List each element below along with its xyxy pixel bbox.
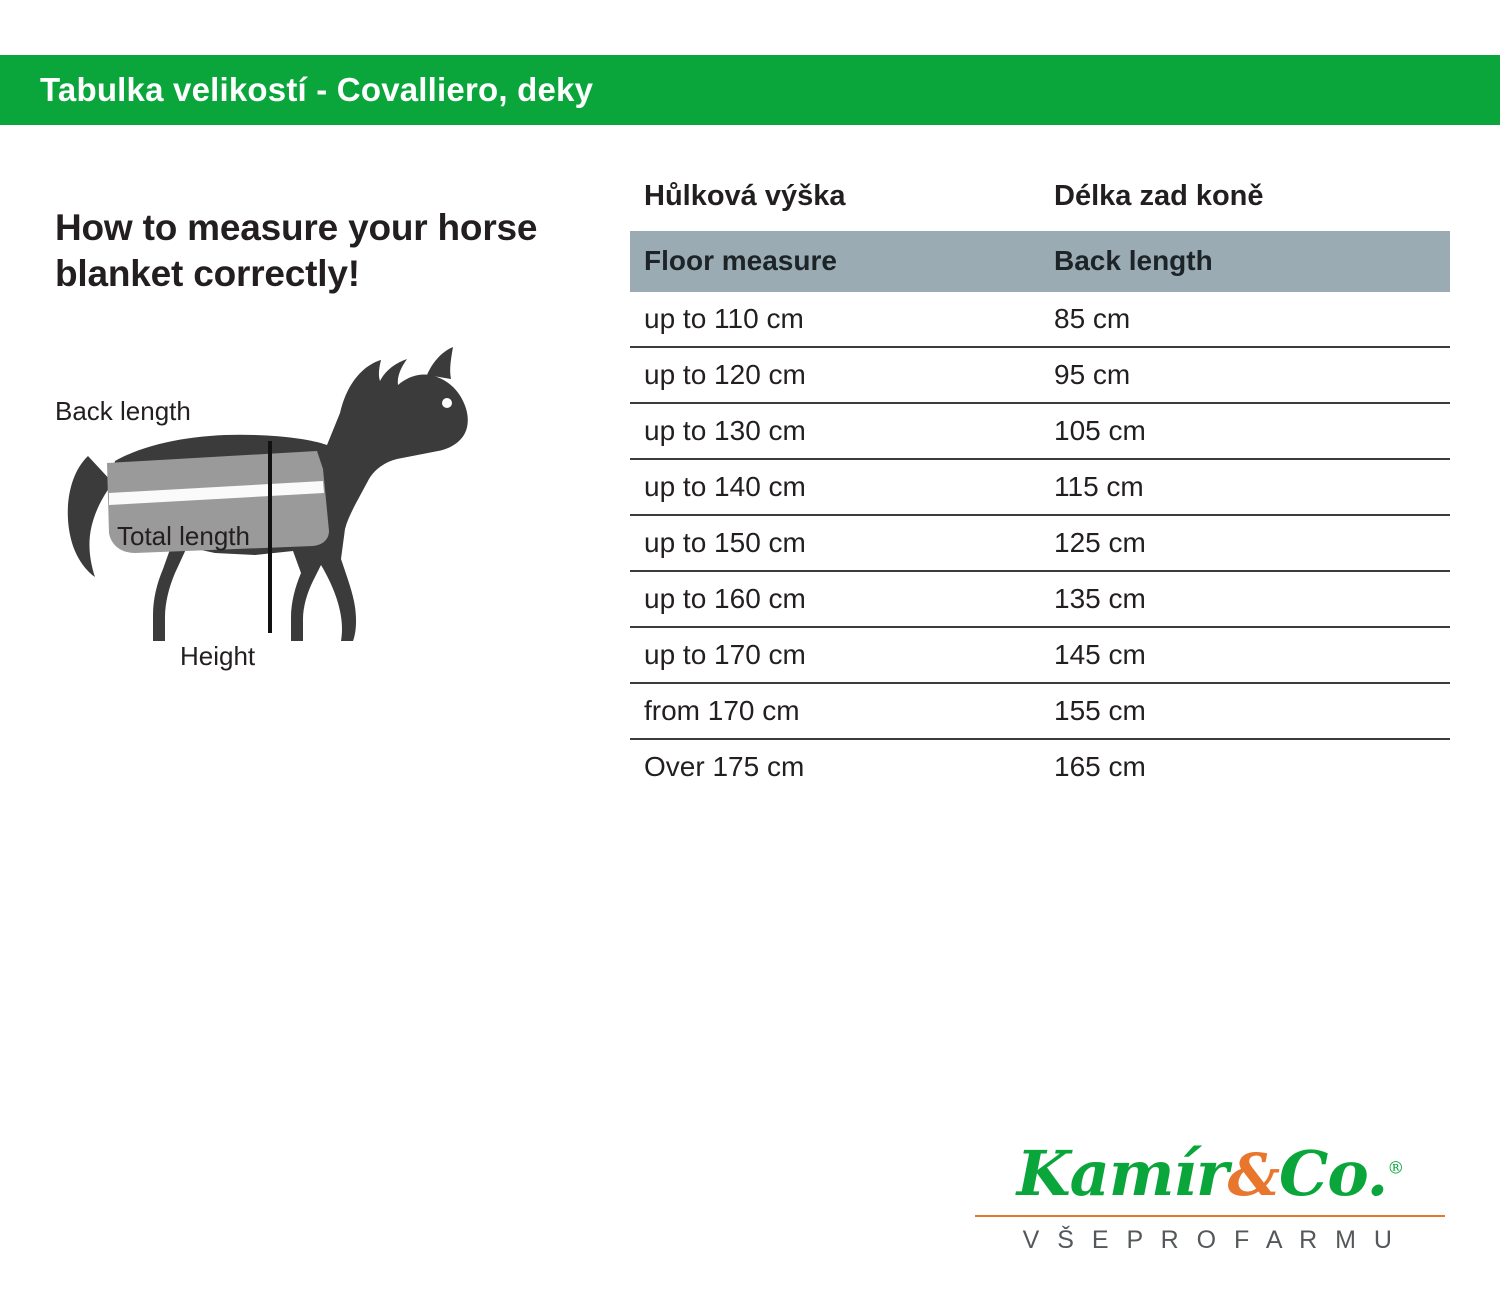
table-row [630, 347, 1450, 403]
cell-floor-measure: up to 170 cm [630, 627, 1040, 683]
column-header-cz-backlength: Délka zad koně [1054, 180, 1264, 212]
logo-wordmark [1016, 1137, 1404, 1210]
horse-diagram [55, 341, 525, 681]
table-row [630, 739, 1450, 794]
logo-ampersand: & [1227, 1141, 1280, 1209]
measure-instructions-panel [55, 205, 575, 681]
table-row [630, 292, 1450, 347]
column-header-en-floor-measure: Floor measure [630, 231, 1040, 292]
logo-name-part2: Co. [1279, 1137, 1388, 1210]
label-height: Height [180, 641, 256, 671]
cell-floor-measure: up to 160 cm [630, 571, 1040, 627]
table-row [630, 403, 1450, 459]
howto-heading: How to measure your horse blanket correctly! [55, 207, 538, 294]
table-row [630, 683, 1450, 739]
cell-floor-measure: up to 110 cm [630, 292, 1040, 347]
cell-floor-measure: from 170 cm [630, 683, 1040, 739]
page-title: Tabulka velikostí - Covalliero, deky [40, 71, 594, 108]
table-row [630, 459, 1450, 515]
registered-trademark-icon: ® [1387, 1158, 1404, 1179]
label-total-length: Total length [117, 521, 250, 551]
size-table-container [630, 180, 1450, 794]
size-table [630, 180, 1450, 794]
cell-back-length: 135 cm [1040, 571, 1450, 627]
cell-back-length: 95 cm [1040, 347, 1450, 403]
header-bar [0, 55, 1500, 125]
cell-floor-measure: up to 130 cm [630, 403, 1040, 459]
cell-floor-measure: Over 175 cm [644, 751, 805, 782]
table-header-row-en [630, 231, 1450, 292]
table-row [630, 571, 1450, 627]
cell-back-length: 125 cm [1040, 515, 1450, 571]
cell-back-length: 115 cm [1040, 459, 1450, 515]
cell-back-length: 85 cm [1040, 292, 1450, 347]
cell-floor-measure: up to 120 cm [630, 347, 1040, 403]
brand-logo [975, 1137, 1445, 1255]
horse-illustration-icon [55, 341, 525, 681]
cell-floor-measure: up to 140 cm [630, 459, 1040, 515]
logo-divider [975, 1215, 1445, 1217]
cell-back-length: 155 cm [1040, 683, 1450, 739]
table-row [630, 515, 1450, 571]
label-back-length: Back length [55, 396, 191, 426]
table-row [630, 627, 1450, 683]
cell-back-length: 165 cm [1054, 751, 1146, 782]
logo-tagline: V Š E P R O F A R M U [1022, 1226, 1398, 1254]
table-header-row-cz [630, 180, 1450, 231]
column-header-cz-height: Hůlková výška [644, 180, 846, 212]
cell-floor-measure: up to 150 cm [630, 515, 1040, 571]
logo-name-part1: Kamír [1016, 1137, 1228, 1210]
cell-back-length: 105 cm [1040, 403, 1450, 459]
column-header-en-back-length: Back length [1040, 231, 1450, 292]
cell-back-length: 145 cm [1040, 627, 1450, 683]
